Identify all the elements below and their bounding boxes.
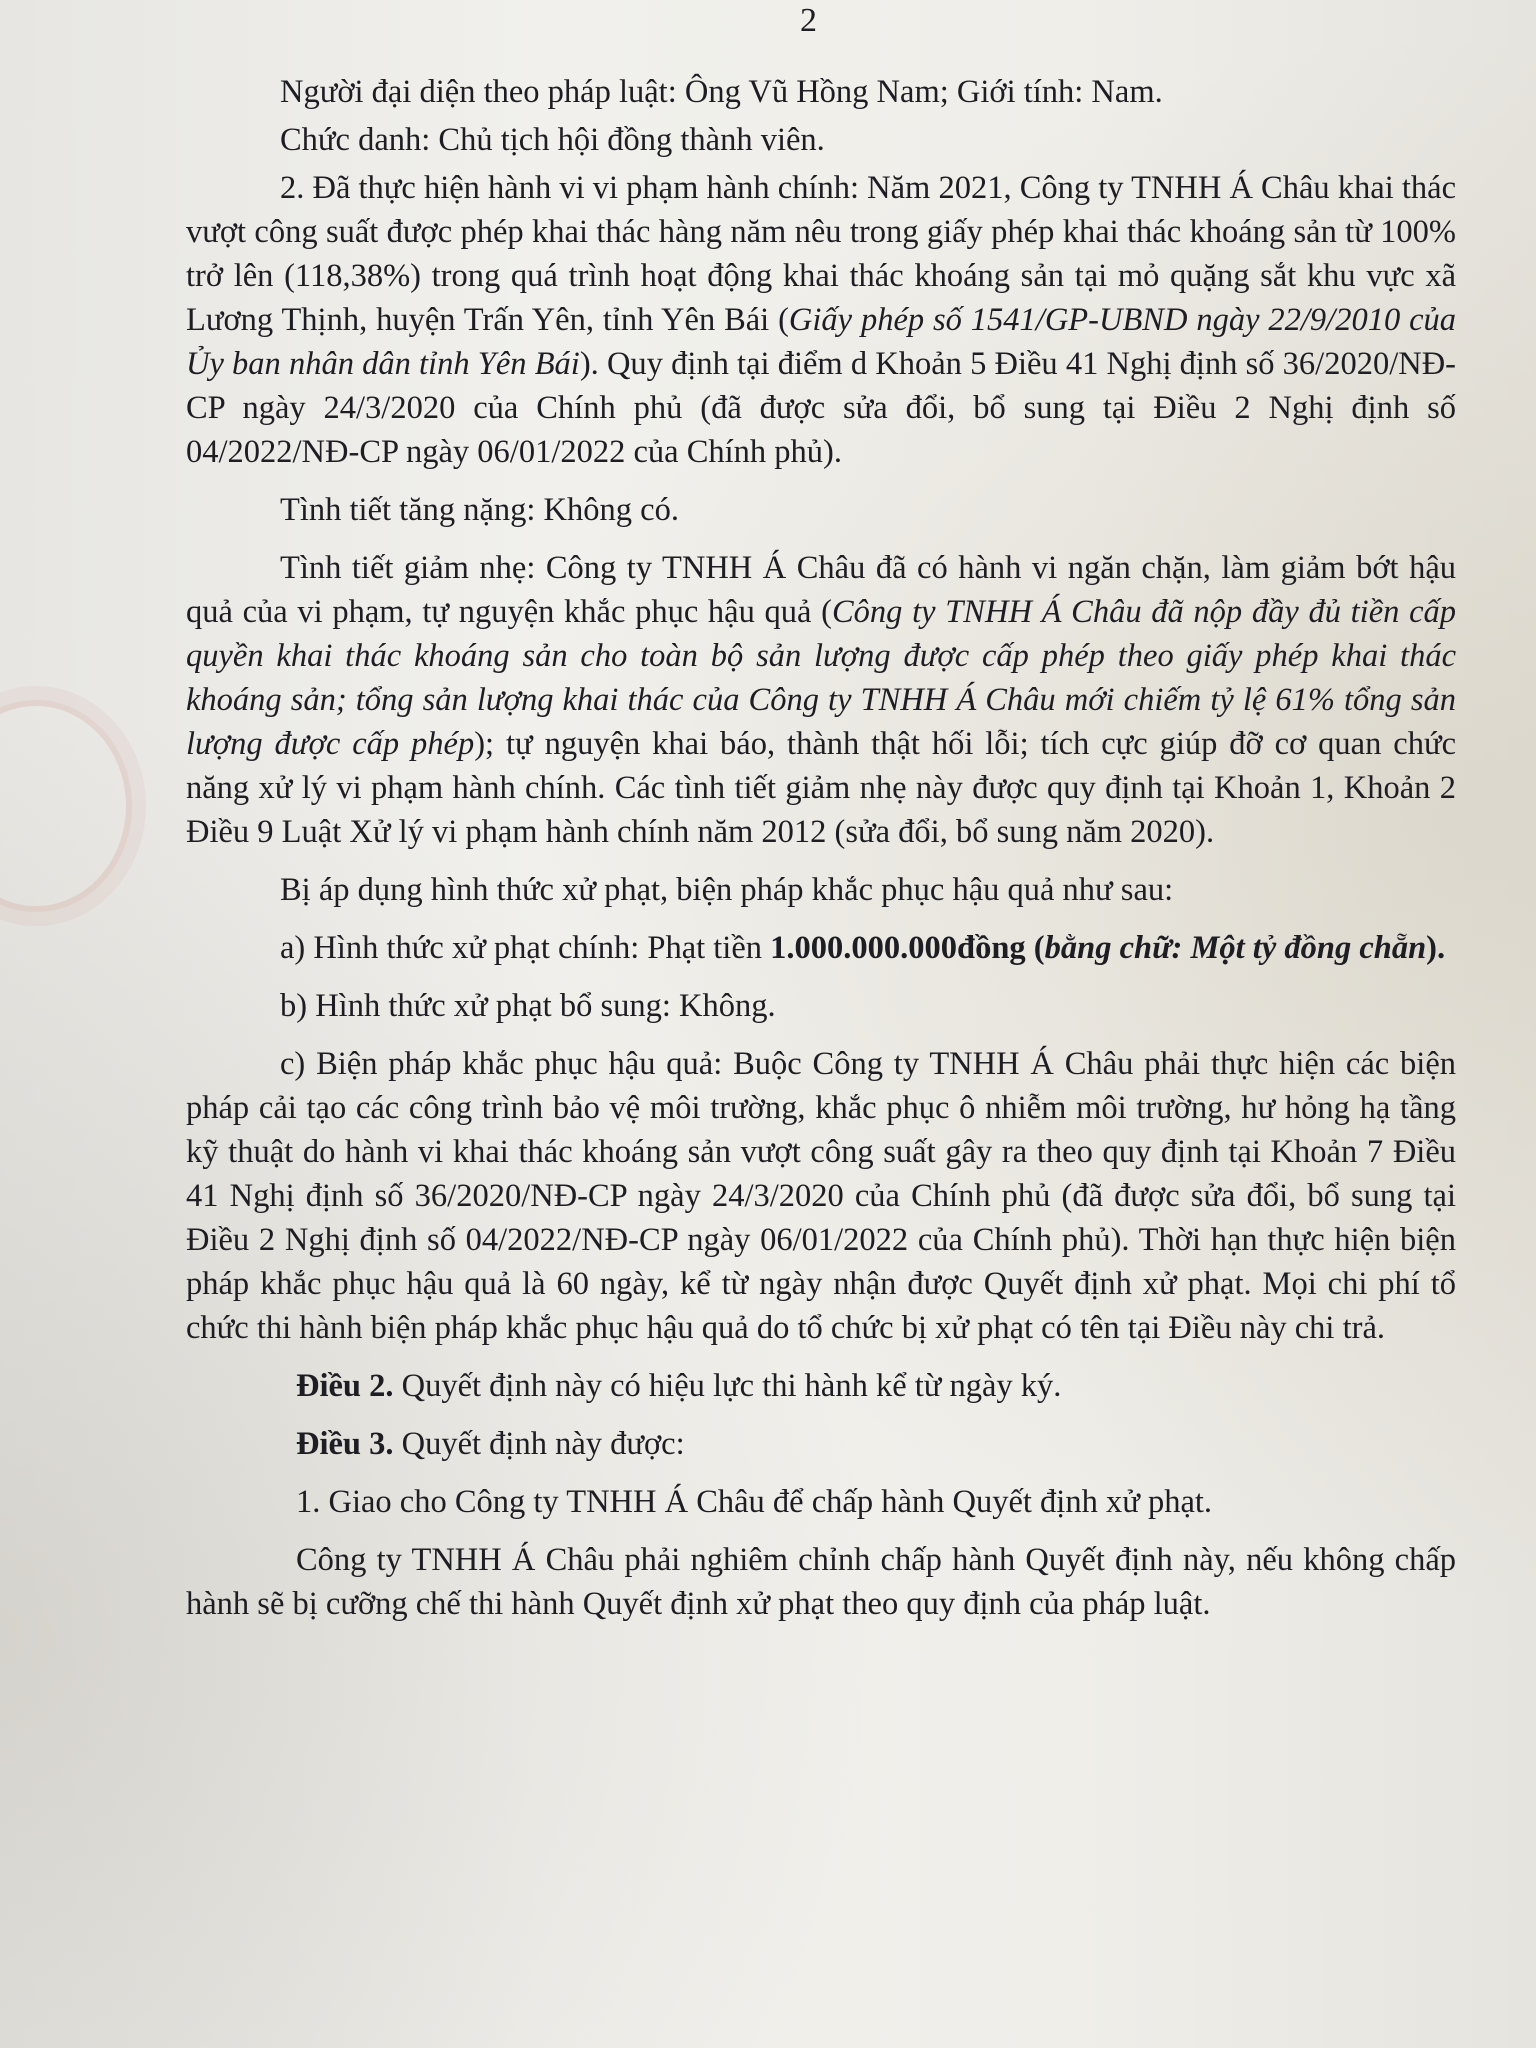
compliance-paragraph: Công ty TNHH Á Châu phải nghiêm chỉnh chấp hành Quyết định này, nếu không chấp hành sẽ bị cưỡng chế thi hành Quyết định xử phạt theo quy định của pháp luật. xyxy=(186,1542,1456,1622)
fine-close: ). xyxy=(1426,930,1446,966)
license-reference: Giấy phép số 1541/GP-UBND ngày 22/9/2010 của Ủy ban nhân dân tỉnh Yên Bái xyxy=(186,302,1456,382)
fine-amount: 1.000.000.000đồng xyxy=(770,930,1026,966)
article-2-text: Quyết định này có hiệu lực thi hành kể từ ngày ký. xyxy=(393,1368,1062,1404)
document-body xyxy=(186,70,1456,1640)
sanction-c: c) Biện pháp khắc phục hậu quả: Buộc Công ty TNHH Á Châu phải thực hiện các biện pháp cải tạo các công trình bảo vệ môi trường, khắc phục ô nhiễm môi trường, hư hỏng hạ tầng kỹ thuật do hành vi khai thác khoáng sản vượt công suất gây ra theo quy định tại Khoản 7 Điều 41 Nghị định số 36/2020/NĐ-CP ngày 24/3/2020 của Chính phủ (đã được sửa đổi, bổ sung tại Điều 2 Nghị định số 04/2022/NĐ-CP ngày 06/01/2022 của Chính phủ). Thời hạn thực hiện biện pháp khắc phục hậu quả là 60 ngày, kể từ ngày nhận được Quyết định xử phạt. Mọi chi phí tổ chức thi hành biện pháp khắc phục hậu quả do tổ chức bị xử phạt có tên tại Điều này chi trả. xyxy=(186,1046,1456,1346)
position-title: Chức danh: Chủ tịch hội đồng thành viên. xyxy=(280,122,825,158)
aggravating-circumstances: Tình tiết tăng nặng: Không có. xyxy=(280,492,679,528)
fine-open: ( xyxy=(1025,930,1045,966)
faded-stamp xyxy=(0,700,132,912)
article-3-text: Quyết định này được: xyxy=(393,1426,685,1462)
article-3 xyxy=(186,1422,1456,1466)
page-number: 2 xyxy=(800,2,817,39)
violation-paragraph xyxy=(186,166,1456,474)
sanction-a-text: a) Hình thức xử phạt chính: Phạt tiền xyxy=(280,930,771,966)
violation-rest: ). Quy định tại điểm d Khoản 5 Điều 41 Nghị định số 36/2020/NĐ-CP ngày 24/3/2020 của Chính phủ (đã được sửa đổi, bổ sung tại Điều 2 Nghị định số 04/2022/NĐ-CP ngày 06/01/2022 của Chính phủ). xyxy=(186,346,1456,470)
sanction-b: b) Hình thức xử phạt bổ sung: Không. xyxy=(280,988,776,1024)
mitigating-intro: Tình tiết giảm nhẹ: Công ty TNHH Á Châu đã có hành vi ngăn chặn, làm giảm bớt hậu quả của vi phạm, tự nguyện khắc phục hậu quả ( xyxy=(186,550,1456,630)
sanctions-intro: Bị áp dụng hình thức xử phạt, biện pháp khắc phục hậu quả như sau: xyxy=(280,872,1174,908)
violation-intro: 2. Đã thực hiện hành vi vi phạm hành chính: Năm 2021, Công ty TNHH Á Châu khai thác vượt công suất được phép khai thác hàng năm nêu trong giấy phép khai thác khoáng sản từ 100% trở lên (118,38%) trong quá trình hoạt động khai thác khoáng sản tại mỏ quặng sắt khu vực xã Lương Thịnh, huyện Trấn Yên, tỉnh Yên Bái ( xyxy=(186,170,1456,338)
article-3-item-1: 1. Giao cho Công ty TNHH Á Châu để chấp hành Quyết định xử phạt. xyxy=(296,1484,1213,1520)
mitigating-paragraph xyxy=(186,546,1456,854)
legal-representative: Người đại diện theo pháp luật: Ông Vũ Hồng Nam; Giới tính: Nam. xyxy=(280,74,1163,110)
sanction-a xyxy=(186,926,1456,970)
article-3-label: Điều 3. xyxy=(296,1426,394,1462)
article-2-label: Điều 2. xyxy=(296,1368,394,1404)
article-2 xyxy=(186,1364,1456,1408)
mitigating-rest: ); tự nguyện khai báo, thành thật hối lỗi; tích cực giúp đỡ cơ quan chức năng xử lý vi phạm hành chính. Các tình tiết giảm nhẹ này được quy định tại Khoản 1, Khoản 2 Điều 9 Luật Xử lý vi phạm hành chính năm 2012 (sửa đổi, bổ sung năm 2020). xyxy=(186,726,1457,850)
fine-in-words: bằng chữ: Một tỷ đồng chẵn xyxy=(1044,930,1427,966)
mitigating-italic: Công ty TNHH Á Châu đã nộp đầy đủ tiền cấp quyền khai thác khoáng sản cho toàn bộ sản lượng được cấp phép theo giấy phép khai thác khoáng sản; tổng sản lượng khai thác của Công ty TNHH Á Châu mới chiếm tỷ lệ 61% tổng sản lượng được cấp phép xyxy=(186,594,1456,762)
